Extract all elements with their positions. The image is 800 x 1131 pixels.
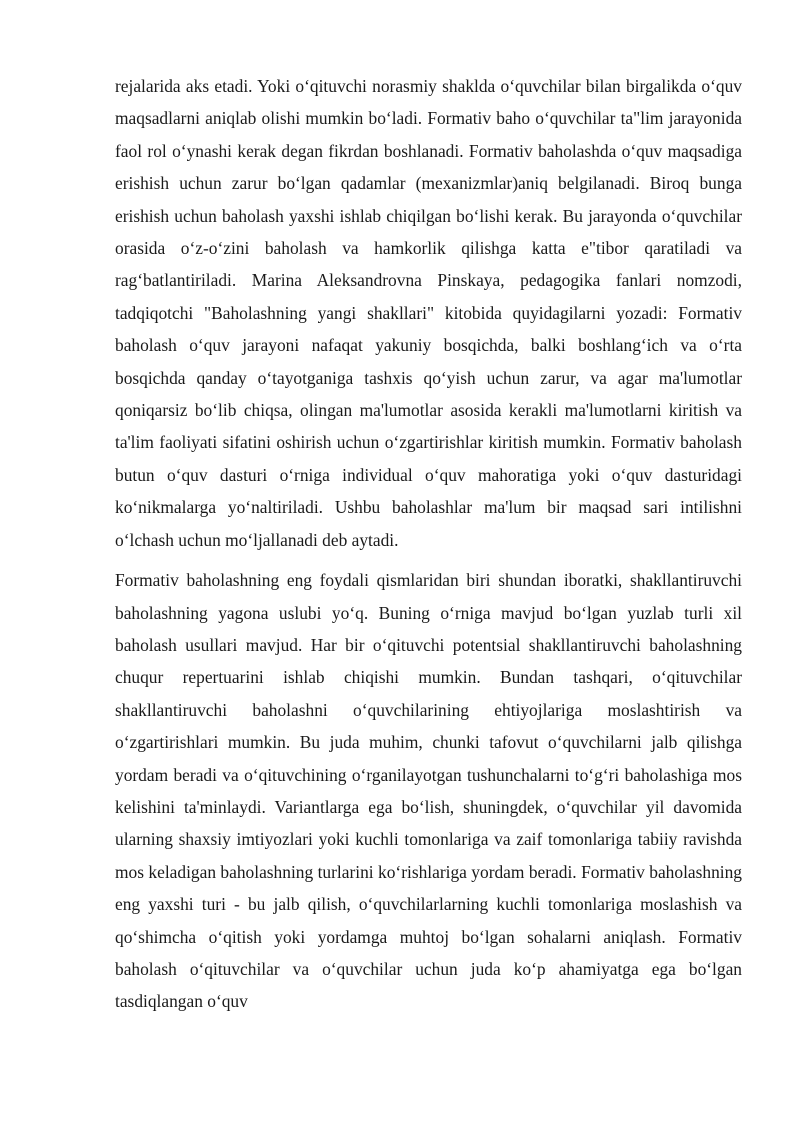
body-paragraph: rejalarida aks etadi. Yoki o‘qituvchi norasmiy shaklda o‘quvchilar bilan birgalikda o‘quv maqsadlarni aniqlab olishi mumkin bo‘ladi. Formativ baho o‘quvchilar ta"lim jarayonida faol rol o‘ynashi kerak degan fikrdan boshlanadi. Formativ baholashda o‘quv maqsadiga erishish uchun zarur bo‘lgan qadamlar (mexanizmlar)aniq belgilanadi. Biroq bunga erishish uchun baholash yaxshi ishlab chiqilgan bo‘lishi kerak. Bu jarayonda o‘quvchilar orasida o‘z-o‘zini baholash va hamkorlik qilishga katta e"tibor qaratiladi va rag‘batlantiriladi. Marina Aleksandrovna Pinskaya, pedagogika fanlari nomzodi, tadqiqotchi "Baholashning yangi shakllari" kitobida quyidagilarni yozadi: Formativ baholash o‘quv jarayoni nafaqat yakuniy bosqichda, balki boshlang‘ich va o‘rta bosqichda qanday o‘tayotganiga tashxis qo‘yish uchun zarur, va agar ma'lumotlar qoniqarsiz bo‘lib chiqsa, olingan ma'lumotlar asosida kerakli ma'lumotlarni kiritish va ta'lim faoliyati sifatini oshirish uchun o‘zgartirishlar kiritish mumkin. Formativ baholash butun o‘quv dasturi o‘rniga individual o‘quv mahoratiga yoki o‘quv dasturidagi ko‘nikmalarga yo‘naltiriladi. Ushbu baholashlar ma'lum bir maqsad sari intilishni o‘lchash uchun mo‘ljallanadi deb aytadi. <box>115 76 742 550</box>
body-paragraph: Formativ baholashning eng foydali qismlaridan biri shundan iboratki, shakllantiruvchi baholashning yagona uslubi yo‘q. Buning o‘rniga mavjud bo‘lgan yuzlab turli xil baholash usullari mavjud. Har bir o‘qituvchi potentsial shakllantiruvchi baholashning chuqur repertuarini ishlab chiqishi mumkin. Bundan tashqari, o‘qituvchilar shakllantiruvchi baholashni o‘quvchilarining ehtiyojlariga moslashtirish va o‘zgartirishlari mumkin. Bu juda muhim, chunki tafovut o‘quvchilarni jalb qilishga yordam beradi va o‘qituvchining o‘rganilayotgan tushunchalarni to‘g‘ri baholashiga mos kelishini ta'minlaydi. Variantlarga ega bo‘lish, shuningdek, o‘quvchilar yil davomida ularning shaxsiy imtiyozlari yoki kuchli tomonlariga va zaif tomonlariga tabiiy ravishda mos keladigan baholashning turlarini ko‘rishlariga yordam beradi. Formativ baholashning eng yaxshi turi - bu jalb qilish, o‘quvchilarlarning kuchli tomonlariga moslashish va qo‘shimcha o‘qitish yoki yordamga muhtoj bo‘lgan sohalarni aniqlash. Formativ baholash o‘qituvchilar va o‘quvchilar uchun juda ko‘p ahamiyatga ega bo‘lgan tasdiqlangan o‘quv <box>115 570 742 1012</box>
document-page <box>115 70 742 1018</box>
